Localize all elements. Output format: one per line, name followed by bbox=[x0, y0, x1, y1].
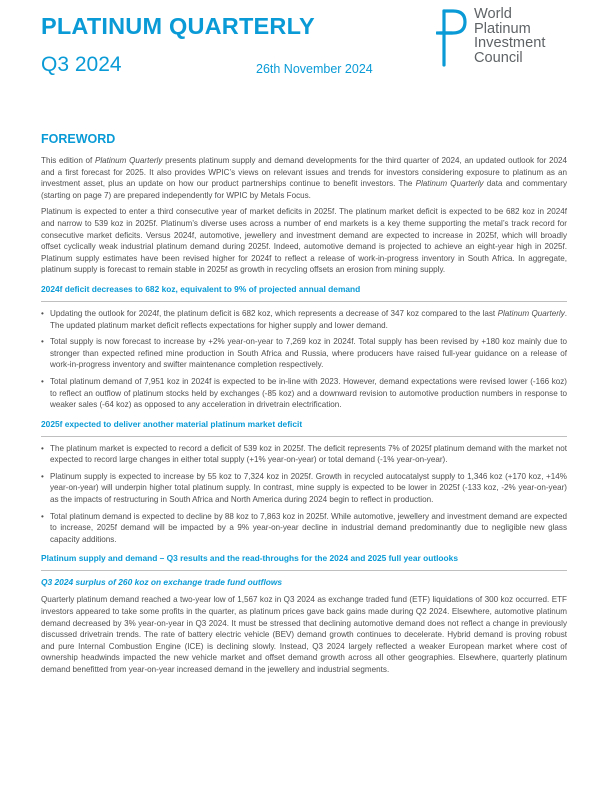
logo-line-investment: Investment bbox=[474, 35, 546, 51]
logo-line-platinum: Platinum bbox=[474, 20, 531, 37]
section-divider bbox=[41, 570, 567, 571]
logo-line-council: Council bbox=[474, 49, 523, 66]
foreword-p1-text-b: presents platinum supply and demand developments for the third quarter of 2024, an updated outlook for 2024 and a first forecast for 2025. It also provides WPIC’s views on relevant issues and trends for investors considering exposure to platinum as an investment asset, plus an update on how our product partnerships continue to benefit investors. The bbox=[41, 156, 567, 189]
list-item: • Total platinum demand is expected to decline by 88 koz to 7,863 koz in 2025f. While automotive, jewellery and investment demand are expected to increase, 2025f demand will be impacted by a 9% year-on-year decline in industrial demand predominantly due to negligible new glass capacity additions. bbox=[41, 511, 567, 546]
report-date: 26th November 2024 bbox=[256, 62, 373, 76]
bullet-text-b: . The updated platinum market deficit reflects expectations for higher supply and lower demand. bbox=[50, 308, 567, 330]
section-2025f-heading: 2025f expected to deliver another material platinum market deficit bbox=[41, 418, 303, 429]
section-2024f-bullets bbox=[41, 308, 567, 411]
section-divider bbox=[41, 301, 567, 302]
bullet-emphasis: Platinum Quarterly bbox=[497, 308, 565, 318]
list-item: • Total platinum demand of 7,951 koz in 2024f is expected to be in-line with 2023. However, demand expectations were revised lower (-166 koz) to reflect an outflow of platinum stocks held by exchanges (-85 koz) and a downward revision to automotive production numbers in response to weaker sales (-64 koz) as opposed to any acceleration in drivetrain electrification. bbox=[41, 376, 567, 411]
list-item bbox=[41, 308, 567, 331]
section-2024f-heading: 2024f deficit decreases to 682 koz, equivalent to 9% of projected annual demand bbox=[41, 283, 361, 294]
list-item: • Total supply is now forecast to increase by +2% year-on-year to 7,269 koz in 2024f. Total supply has been revised by +180 koz mainly due to stronger than expected refined mine production in South Africa and Russia, where producers have raised full-year guidance on a release of work-in-progress inventory and swifter maintenance completion respectively. bbox=[41, 336, 567, 371]
section-q3-results-heading: Platinum supply and demand – Q3 results and the read-throughs for the 2024 and 2025 full year outlooks bbox=[41, 553, 458, 564]
foreword-p1-text-a: This edition of bbox=[41, 156, 95, 165]
q3-results-paragraph: Quarterly platinum demand reached a two-year low of 1,567 koz in Q3 2024 as exchange traded fund (ETF) liquidations of 300 koz occurred. ETF investors appeared to take some profits in the quarter, as platinum prices gave back gains made during Q2 2024. Elsewhere, automotive platinum demand decreased by 3% year-on-year in Q3 2024. It must be stressed that declining automotive demand does not reflect a change in previously discussed drivetrain trends. The rate of battery electric vehicle (BEV) demand growth continues to decelerate. Hybrid demand is proving robust and pure Internal Combustion Engine (ICE) is declining slowly. Instead, Q3 2024 largely reflected a weaker European market where cost of ownership headwinds impacted the new vehicle market and offset demand growth across all other geographies. Elsewhere, quarterly platinum demand benefitted from year-on-year increased demand in the jewellery and industrial segments. bbox=[41, 595, 567, 674]
q3-surplus-subheading: Q3 2024 surplus of 260 koz on exchange trade fund outflows bbox=[41, 577, 283, 588]
report-title: PLATINUM QUARTERLY bbox=[41, 13, 315, 39]
foreword-heading: FOREWORD bbox=[41, 132, 116, 146]
wpic-logo bbox=[436, 6, 576, 86]
main-content bbox=[41, 132, 567, 681]
list-item: • The platinum market is expected to record a deficit of 539 koz in 2025f. The deficit represents 7% of 2025f platinum demand with the market not expected to record large changes in either total supply (+1% year-on-year) or total demand (-1% year-on-year). bbox=[41, 443, 567, 466]
section-divider bbox=[41, 436, 567, 437]
report-quarter: Q3 2024 bbox=[41, 53, 122, 76]
section-2025f-bullets bbox=[41, 443, 567, 546]
list-item: • Platinum supply is expected to increase by 55 koz to 7,324 koz in 2025f. Growth in recycled autocatalyst supply to 1,346 koz (+170 koz, +14% year-on-year) will underpin higher total platinum supply. In contrast, mine supply is expected to be lower in 2025f (-133 koz, -2% year-on-year) as the impacts of restructuring in South Africa and North America during 2024 begin to reflect in production. bbox=[41, 471, 567, 506]
page-header bbox=[0, 0, 600, 100]
foreword-paragraph-2: Platinum is expected to enter a third consecutive year of market deficits in 2025f. The platinum market deficit is expected to be 682 koz in 2024f and narrow to 539 koz in 2025f. Platinum’s diverse uses across a number of end markets is a key theme supporting the metal’s track record for consecutive market deficits. Versus 2024f, automotive, jewellery and investment demand are expected to increase in 2025f, which will broadly offset cyclically weak industrial platinum demand during 2025f. Indeed, automotive demand is projected to achieve an eight-year high in 2025f. Platinum supply estimates have been revised higher for 2024f to reflect a release of work-in-progress inventory in South Africa. In aggregate, platinum supply is forecast to remain stable in 2025f as growth in recycling offsets an erosion from mining supply. bbox=[41, 207, 567, 275]
foreword-paragraph-1 bbox=[41, 155, 567, 201]
logo-wordmark bbox=[474, 7, 545, 65]
foreword-p1-emphasis-1: Platinum Quarterly bbox=[94, 156, 163, 165]
foreword-p1-emphasis-2: Platinum Quarterly bbox=[415, 179, 484, 189]
logo-line-world: World bbox=[474, 6, 512, 22]
foreword-p1-text-c: data and commentary (starting on page 7) are prepared independently for WPIC by Metals Focus. bbox=[41, 179, 567, 200]
platinum-symbol-icon bbox=[436, 8, 470, 68]
bullet-text-a: Updating the outlook for 2024f, the platinum deficit is 682 koz, which represents a decrease of 347 koz compared to the last bbox=[50, 308, 498, 318]
